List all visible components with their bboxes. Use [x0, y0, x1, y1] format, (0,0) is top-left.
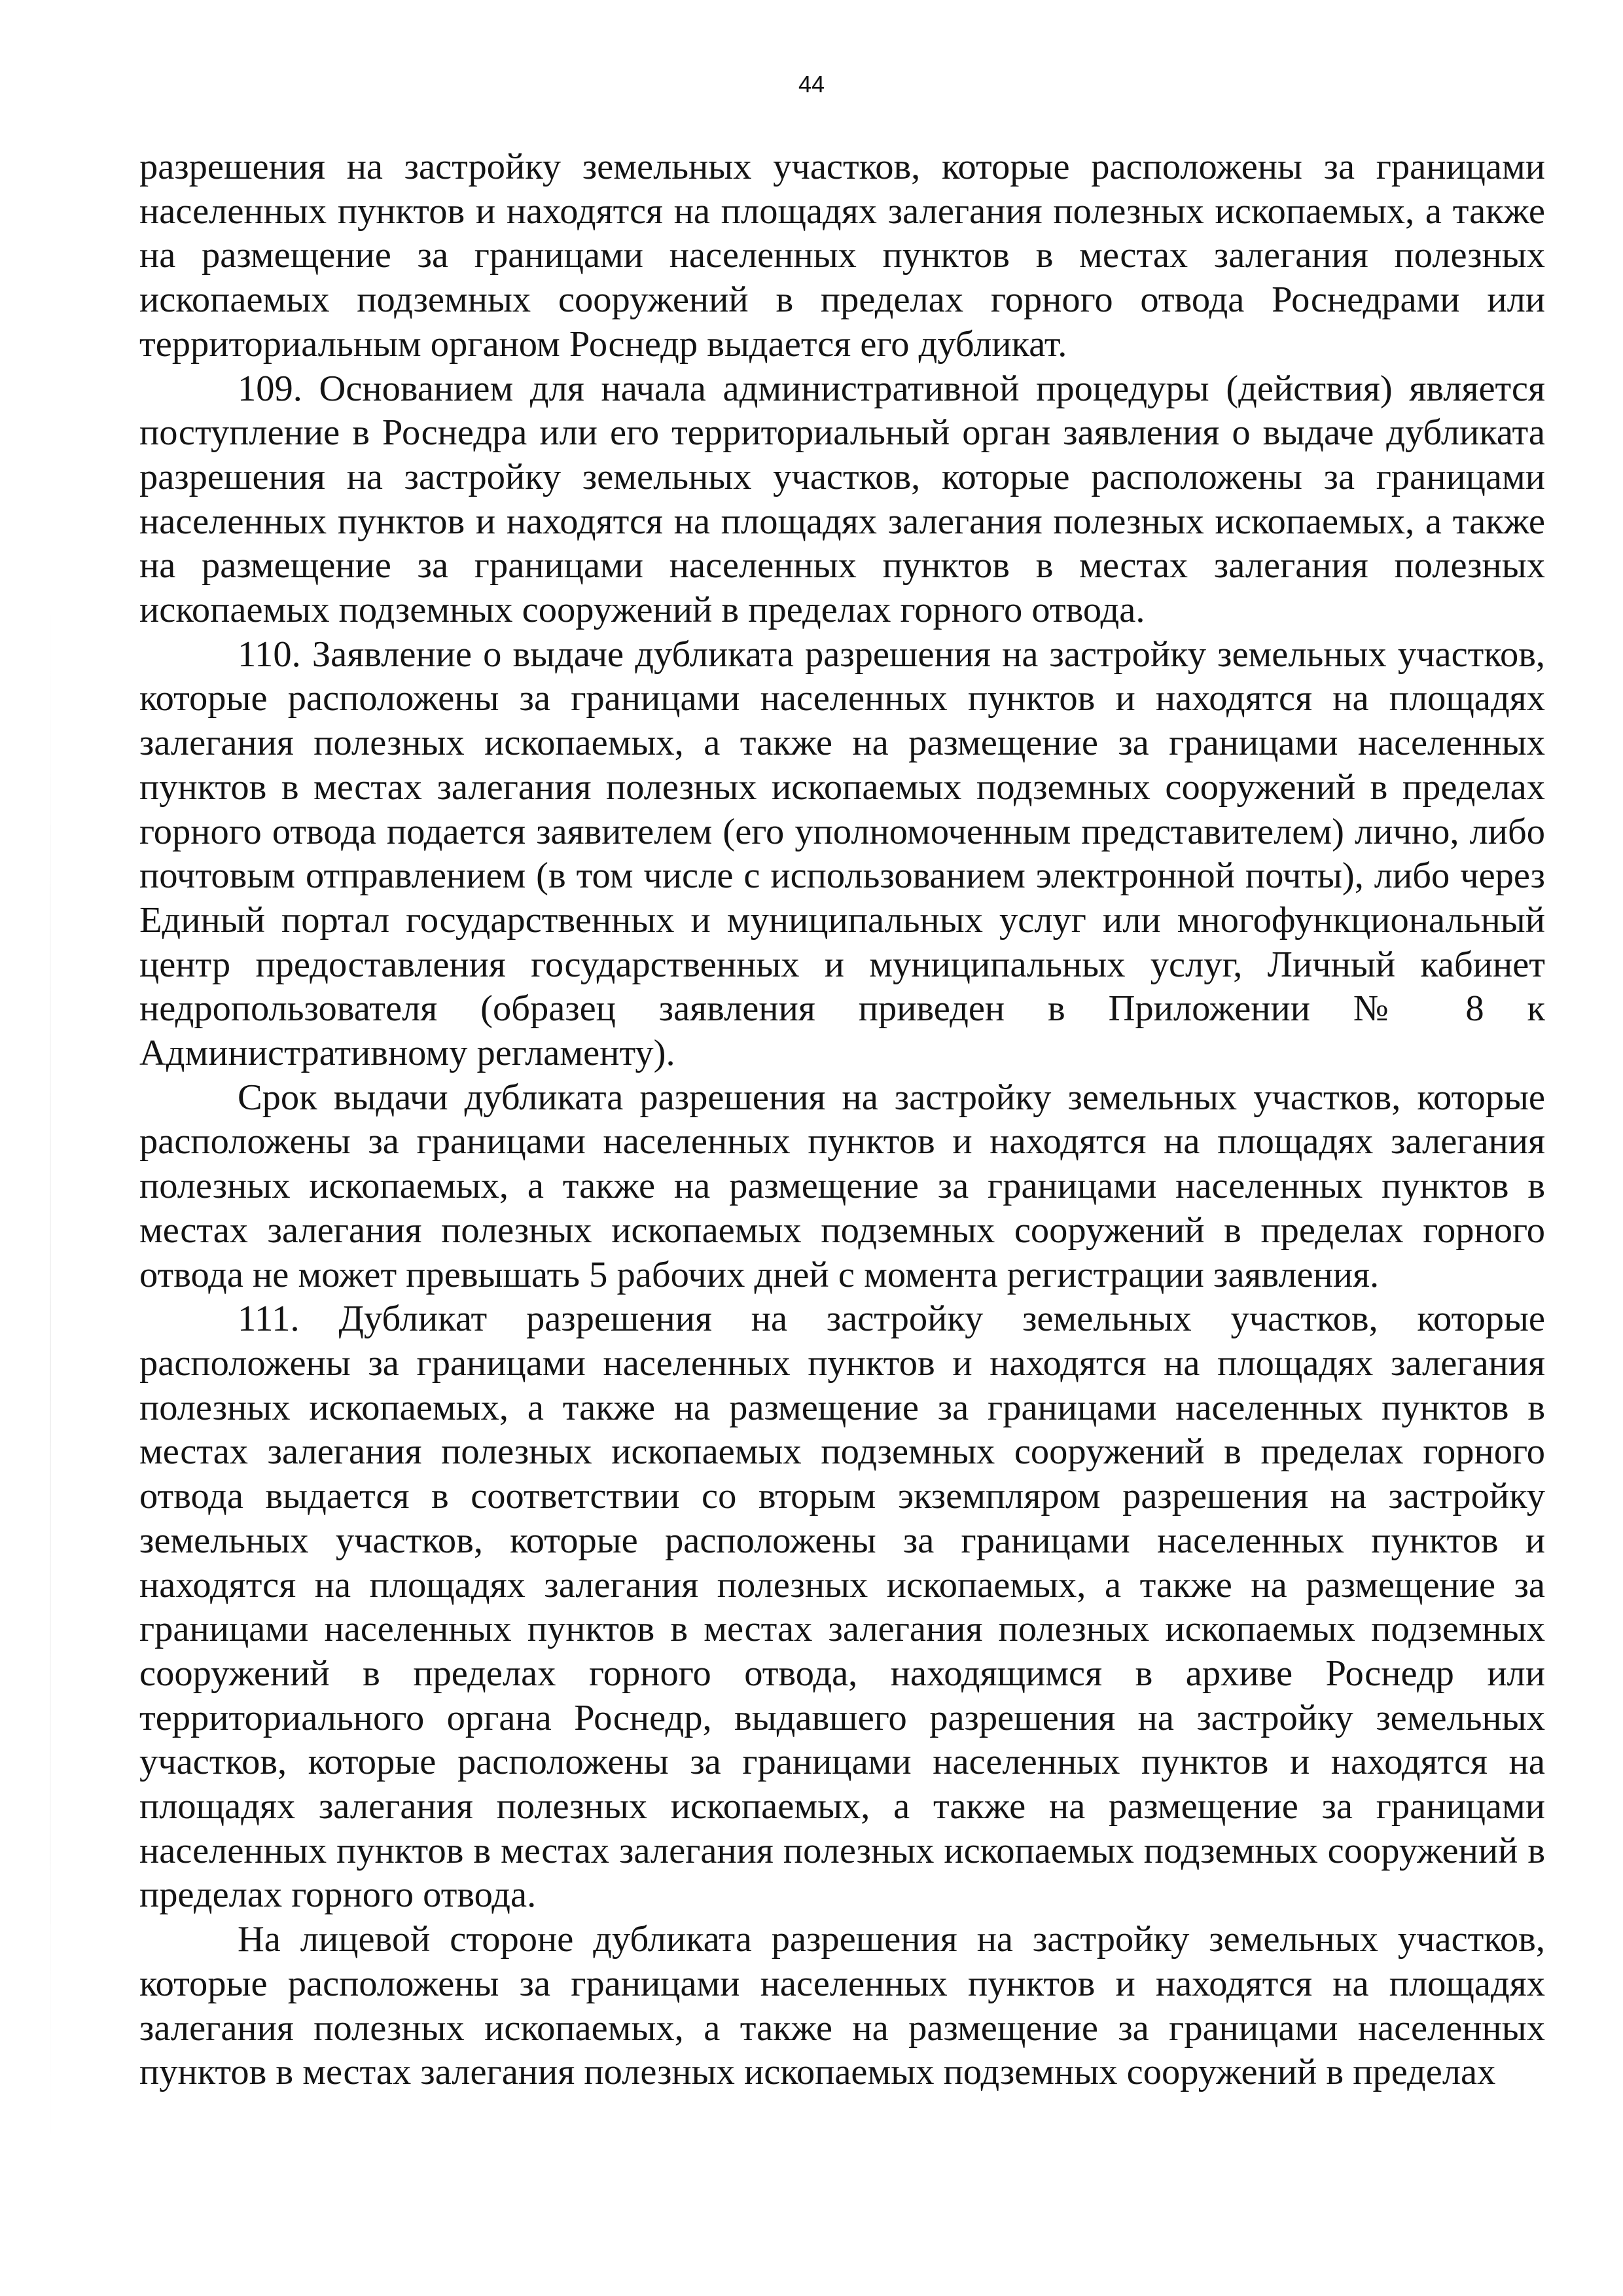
- paragraph-continuation: разрешения на застройку земельных участков, которые расположены за границами населенных пунктов и находятся на площадях залегания полезных ископаемых, а также на размещение за границами населенных пунктов в местах залегания полезных ископаемых подземных сооружений в пределах горного отвода Роснедрами или территориальным органом Роснедр выдается его дубликат.: [139, 147, 1545, 365]
- scan-edge-shadow: [50, 589, 51, 2160]
- document-body: [139, 145, 1545, 2095]
- paragraph-111: 111. Дубликат разрешения на застройку земельных участков, которые расположены за границами населенных пунктов и находятся на площадях залегания полезных ископаемых, а также на размещение за границами населенных пунктов в местах залегания полезных ископаемых подземных сооружений в пределах горного отвода выдается в соответствии со вторым экземпляром разрешения на застройку земельных участков, которые расположены за границами населенных пунктов и находятся на площадях залегания полезных ископаемых, а также на размещение за границами населенных пунктов в местах залегания полезных ископаемых подземных сооружений в пределах горного отвода, находящимся в архиве Роснедр или территориального органа Роснедр, выдавшего разрешения на застройку земельных участков, которые расположены за границами населенных пунктов и находятся на площадях залегания полезных ископаемых, а также на размещение за границами населенных пунктов в местах залегания полезных ископаемых подземных сооружений в пределах горного отвода.: [139, 1299, 1545, 1916]
- paragraph-front-side: На лицевой стороне дубликата разрешения на застройку земельных участков, которые расположены за границами населенных пунктов и находятся на площадях залегания полезных ископаемых, а также на размещение за границами населенных пунктов в местах залегания полезных ископаемых подземных сооружений в пределах: [139, 1919, 1545, 2093]
- page-number: 44: [798, 71, 825, 98]
- paragraph-duplicate-deadline: Срок выдачи дубликата разрешения на застройку земельных участков, которые расположены за границами населенных пунктов и находятся на площадях залегания полезных ископаемых, а также на размещение за границами населенных пунктов в местах залегания полезных ископаемых подземных сооружений в пределах горного отвода не может превышать 5 рабочих дней с момента регистрации заявления.: [139, 1077, 1545, 1295]
- paragraph-109: 109. Основанием для начала административной процедуры (действия) является поступление в Роснедра или его территориальный орган заявления о выдаче дубликата разрешения на застройку земельных участков, которые расположены за границами населенных пунктов и находятся на площадях залегания полезных ископаемых, а также на размещение за границами населенных пунктов в местах залегания полезных ископаемых подземных сооружений в пределах горного отвода.: [139, 368, 1545, 631]
- paragraph-110: 110. Заявление о выдаче дубликата разрешения на застройку земельных участков, которые расположены за границами населенных пунктов и находятся на площадях залегания полезных ископаемых, а также на размещение за границами населенных пунктов в местах залегания полезных ископаемых подземных сооружений в пределах горного отвода подается заявителем (его уполномоченным представителем) лично, либо почтовым отправлением (в том числе с использованием электронной почты), либо через Единый портал государственных и муниципальных услуг или многофункциональный центр предоставления государственных и муниципальных услуг, Личный кабинет недропользователя (образец заявления приведен в Приложении № 8 к Административному регламенту).: [139, 634, 1545, 1074]
